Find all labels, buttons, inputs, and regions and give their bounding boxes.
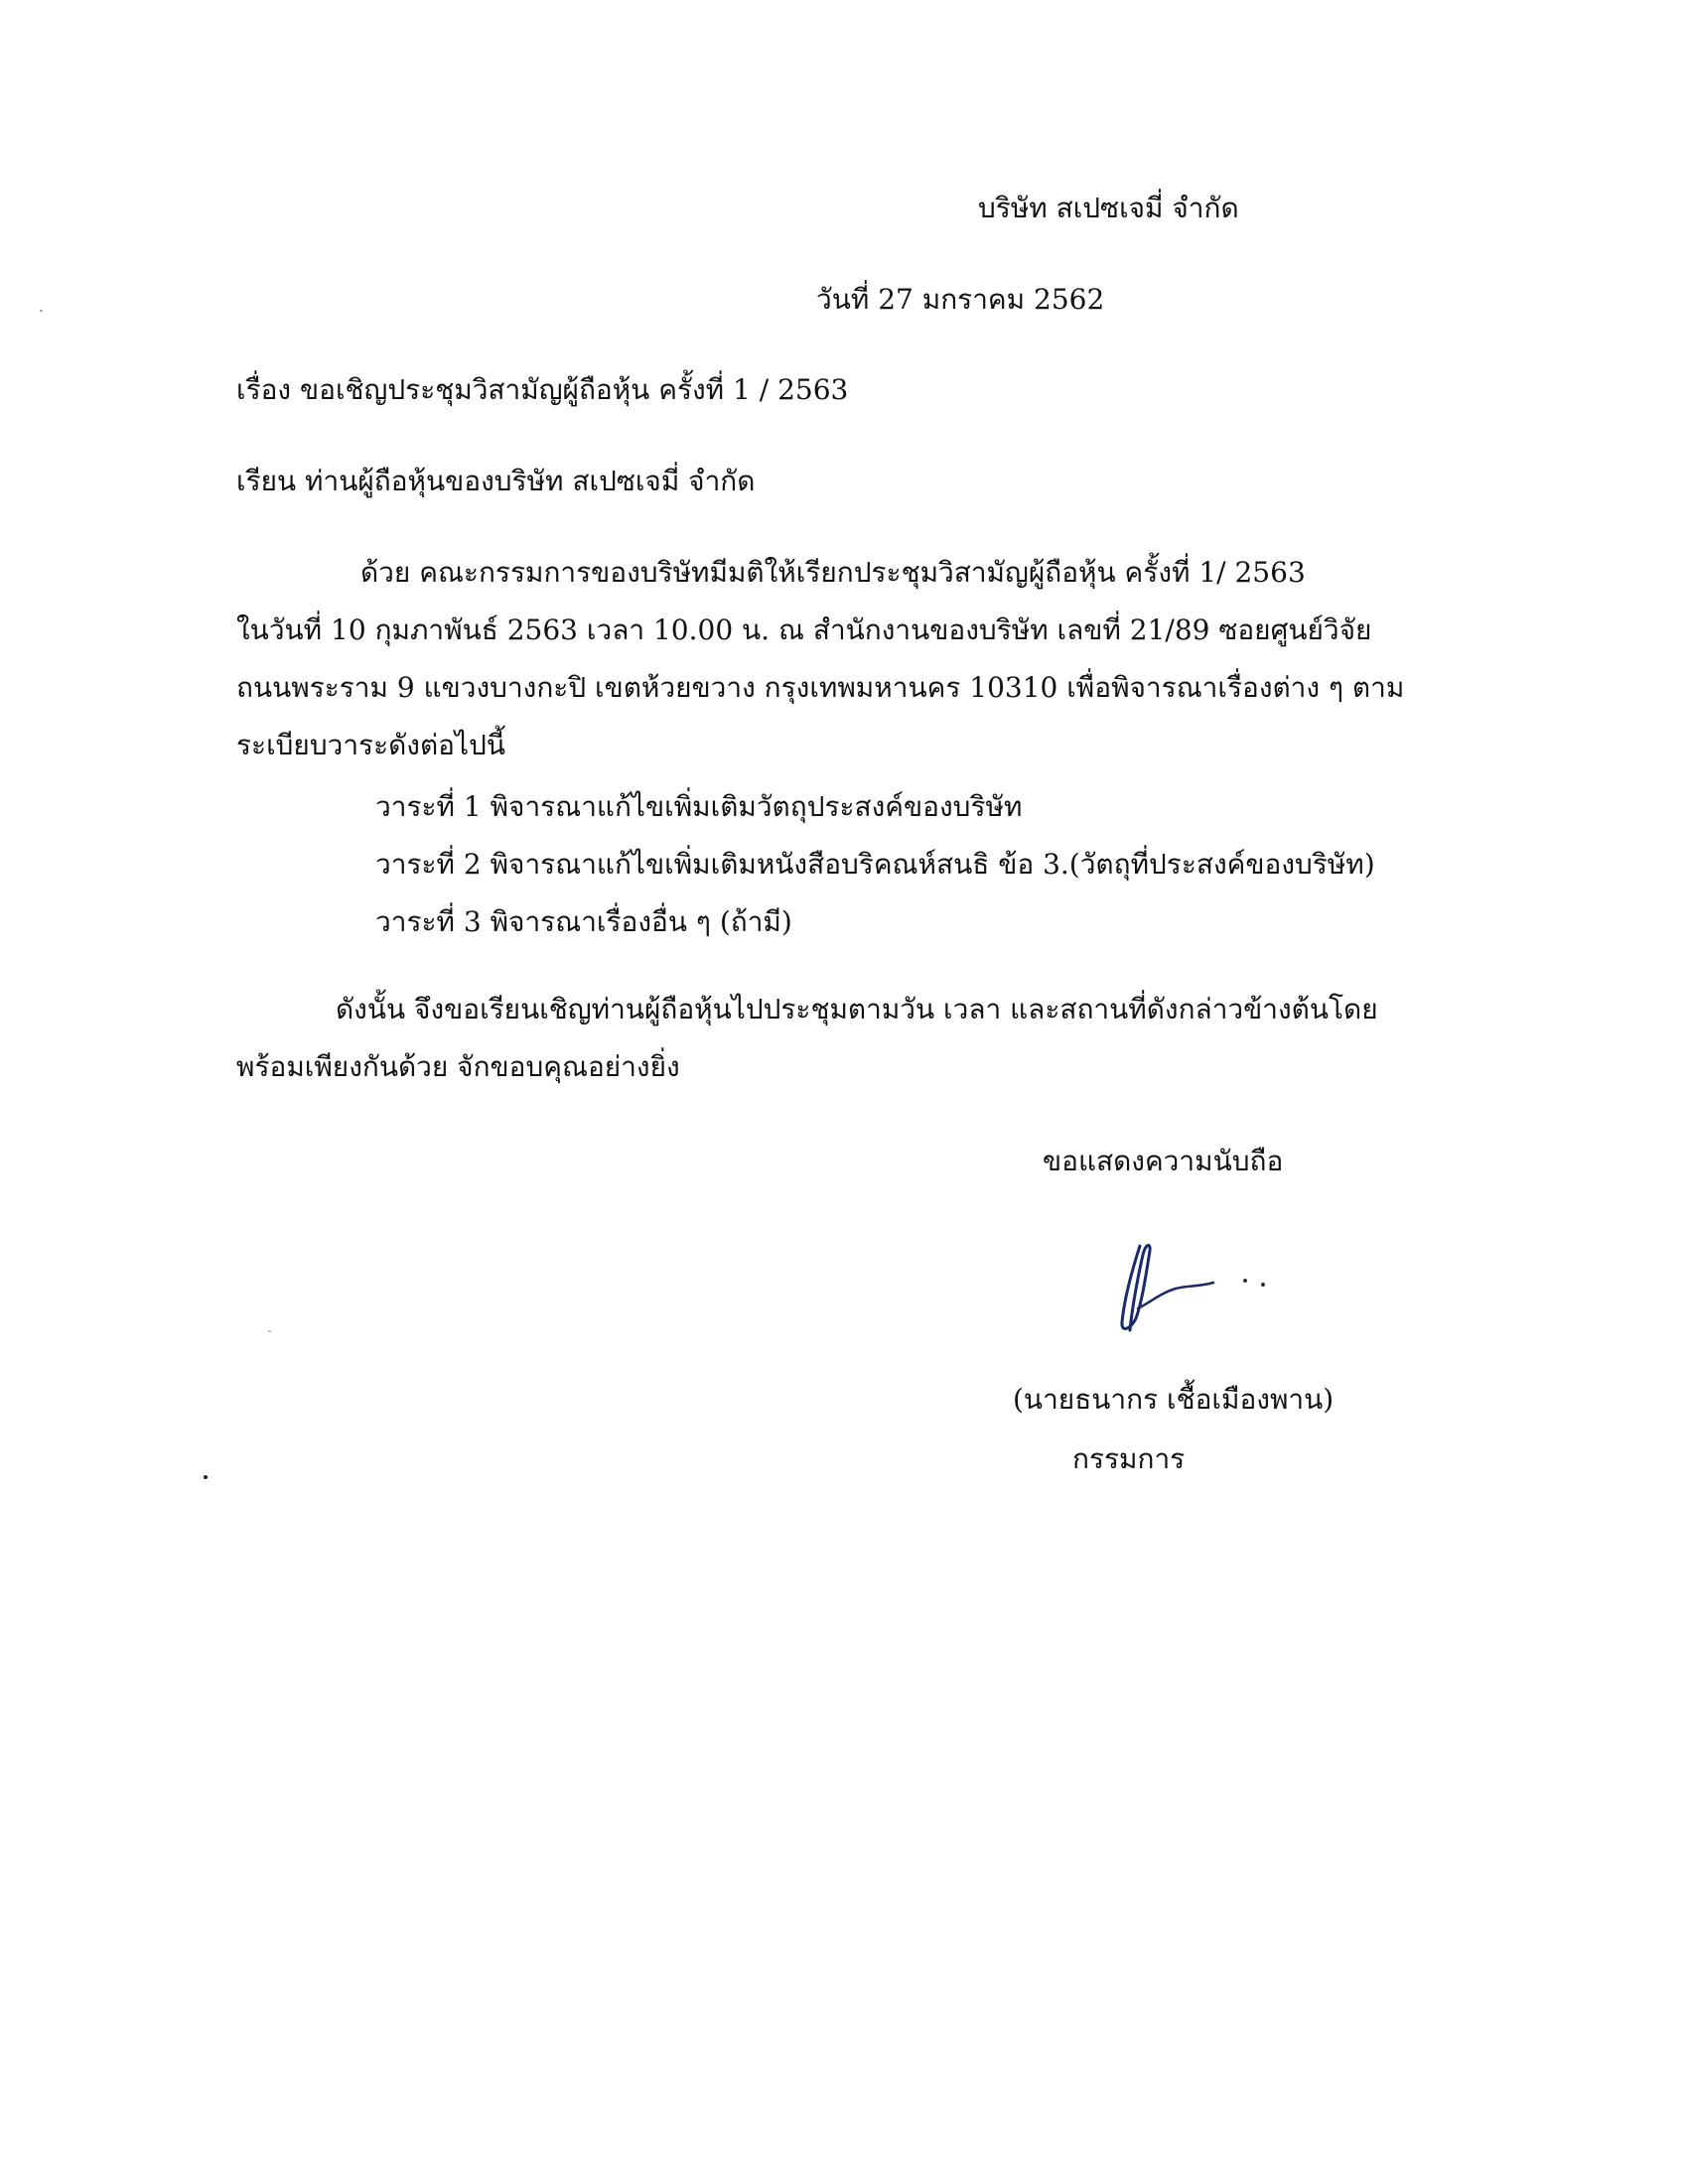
letter-date: วันที่ 27 มกราคม 2562	[816, 283, 1105, 316]
body-line: ถนนพระราม 9 แขวงบางกะปิ เขตห้วยขวาง กรุงเทพมหานคร 10310 เพื่อพิจารณาเรื่องต่าง ๆ ตาม	[236, 671, 1405, 704]
body-paragraph	[236, 544, 1405, 774]
agenda-list	[236, 778, 1386, 951]
closing-paragraph	[236, 981, 1386, 1096]
body-line: ระเบียบวาระดังต่อไปนี้	[236, 729, 505, 761]
scan-speck	[268, 1330, 271, 1332]
body-line: ในวันที่ 10 กุมภาพันธ์ 2563 เวลา 10.00 น. ณ สำนักงานของบริษัท เลขที่ 21/89 ซอยศูนย์วิจัย	[236, 614, 1372, 646]
closing-line: พร้อมเพียงกันด้วย จักขอบคุณอย่างยิ่ง	[236, 1050, 680, 1083]
agenda-item: วาระที่ 3 พิจารณาเรื่องอื่น ๆ (ถ้ามี)	[375, 905, 792, 938]
letter-subject: เรื่อง ขอเชิญประชุมวิสามัญผู้ถือหุ้น ครั้งที่ 1 / 2563	[236, 373, 849, 406]
signatory-title: กรรมการ	[1072, 1442, 1186, 1475]
scan-speck	[40, 310, 43, 312]
agenda-item: วาระที่ 1 พิจารณาแก้ไขเพิ่มเติมวัตถุประสงค์ของบริษัท	[375, 790, 1023, 823]
closing-line: ดังนั้น จึงขอเรียนเชิญท่านผู้ถือหุ้นไปประชุมตามวัน เวลา และสถานที่ดังกล่าวข้างต้นโดย	[336, 993, 1378, 1025]
handwritten-signature	[1110, 1231, 1289, 1340]
letter-salutation: เรียน ท่านผู้ถือหุ้นของบริษัท สเปซเจมี่ จำกัด	[236, 465, 756, 497]
scan-speck	[204, 1475, 208, 1479]
body-line: ด้วย คณะกรรมการของบริษัทมีมติให้เรียกประชุมวิสามัญผู้ถือหุ้น ครั้งที่ 1/ 2563	[360, 556, 1306, 589]
company-header: บริษัท สเปซเจมี่ จำกัด	[978, 192, 1239, 224]
signatory-name: (นายธนากร เชื้อเมืองพาน)	[1013, 1383, 1335, 1416]
agenda-item: วาระที่ 2 พิจารณาแก้ไขเพิ่มเติมหนังสือบริคณห์สนธิ ข้อ 3.(วัตถุที่ประสงค์ของบริษัท)	[375, 848, 1375, 881]
sign-off: ขอแสดงความนับถือ	[1043, 1145, 1284, 1177]
